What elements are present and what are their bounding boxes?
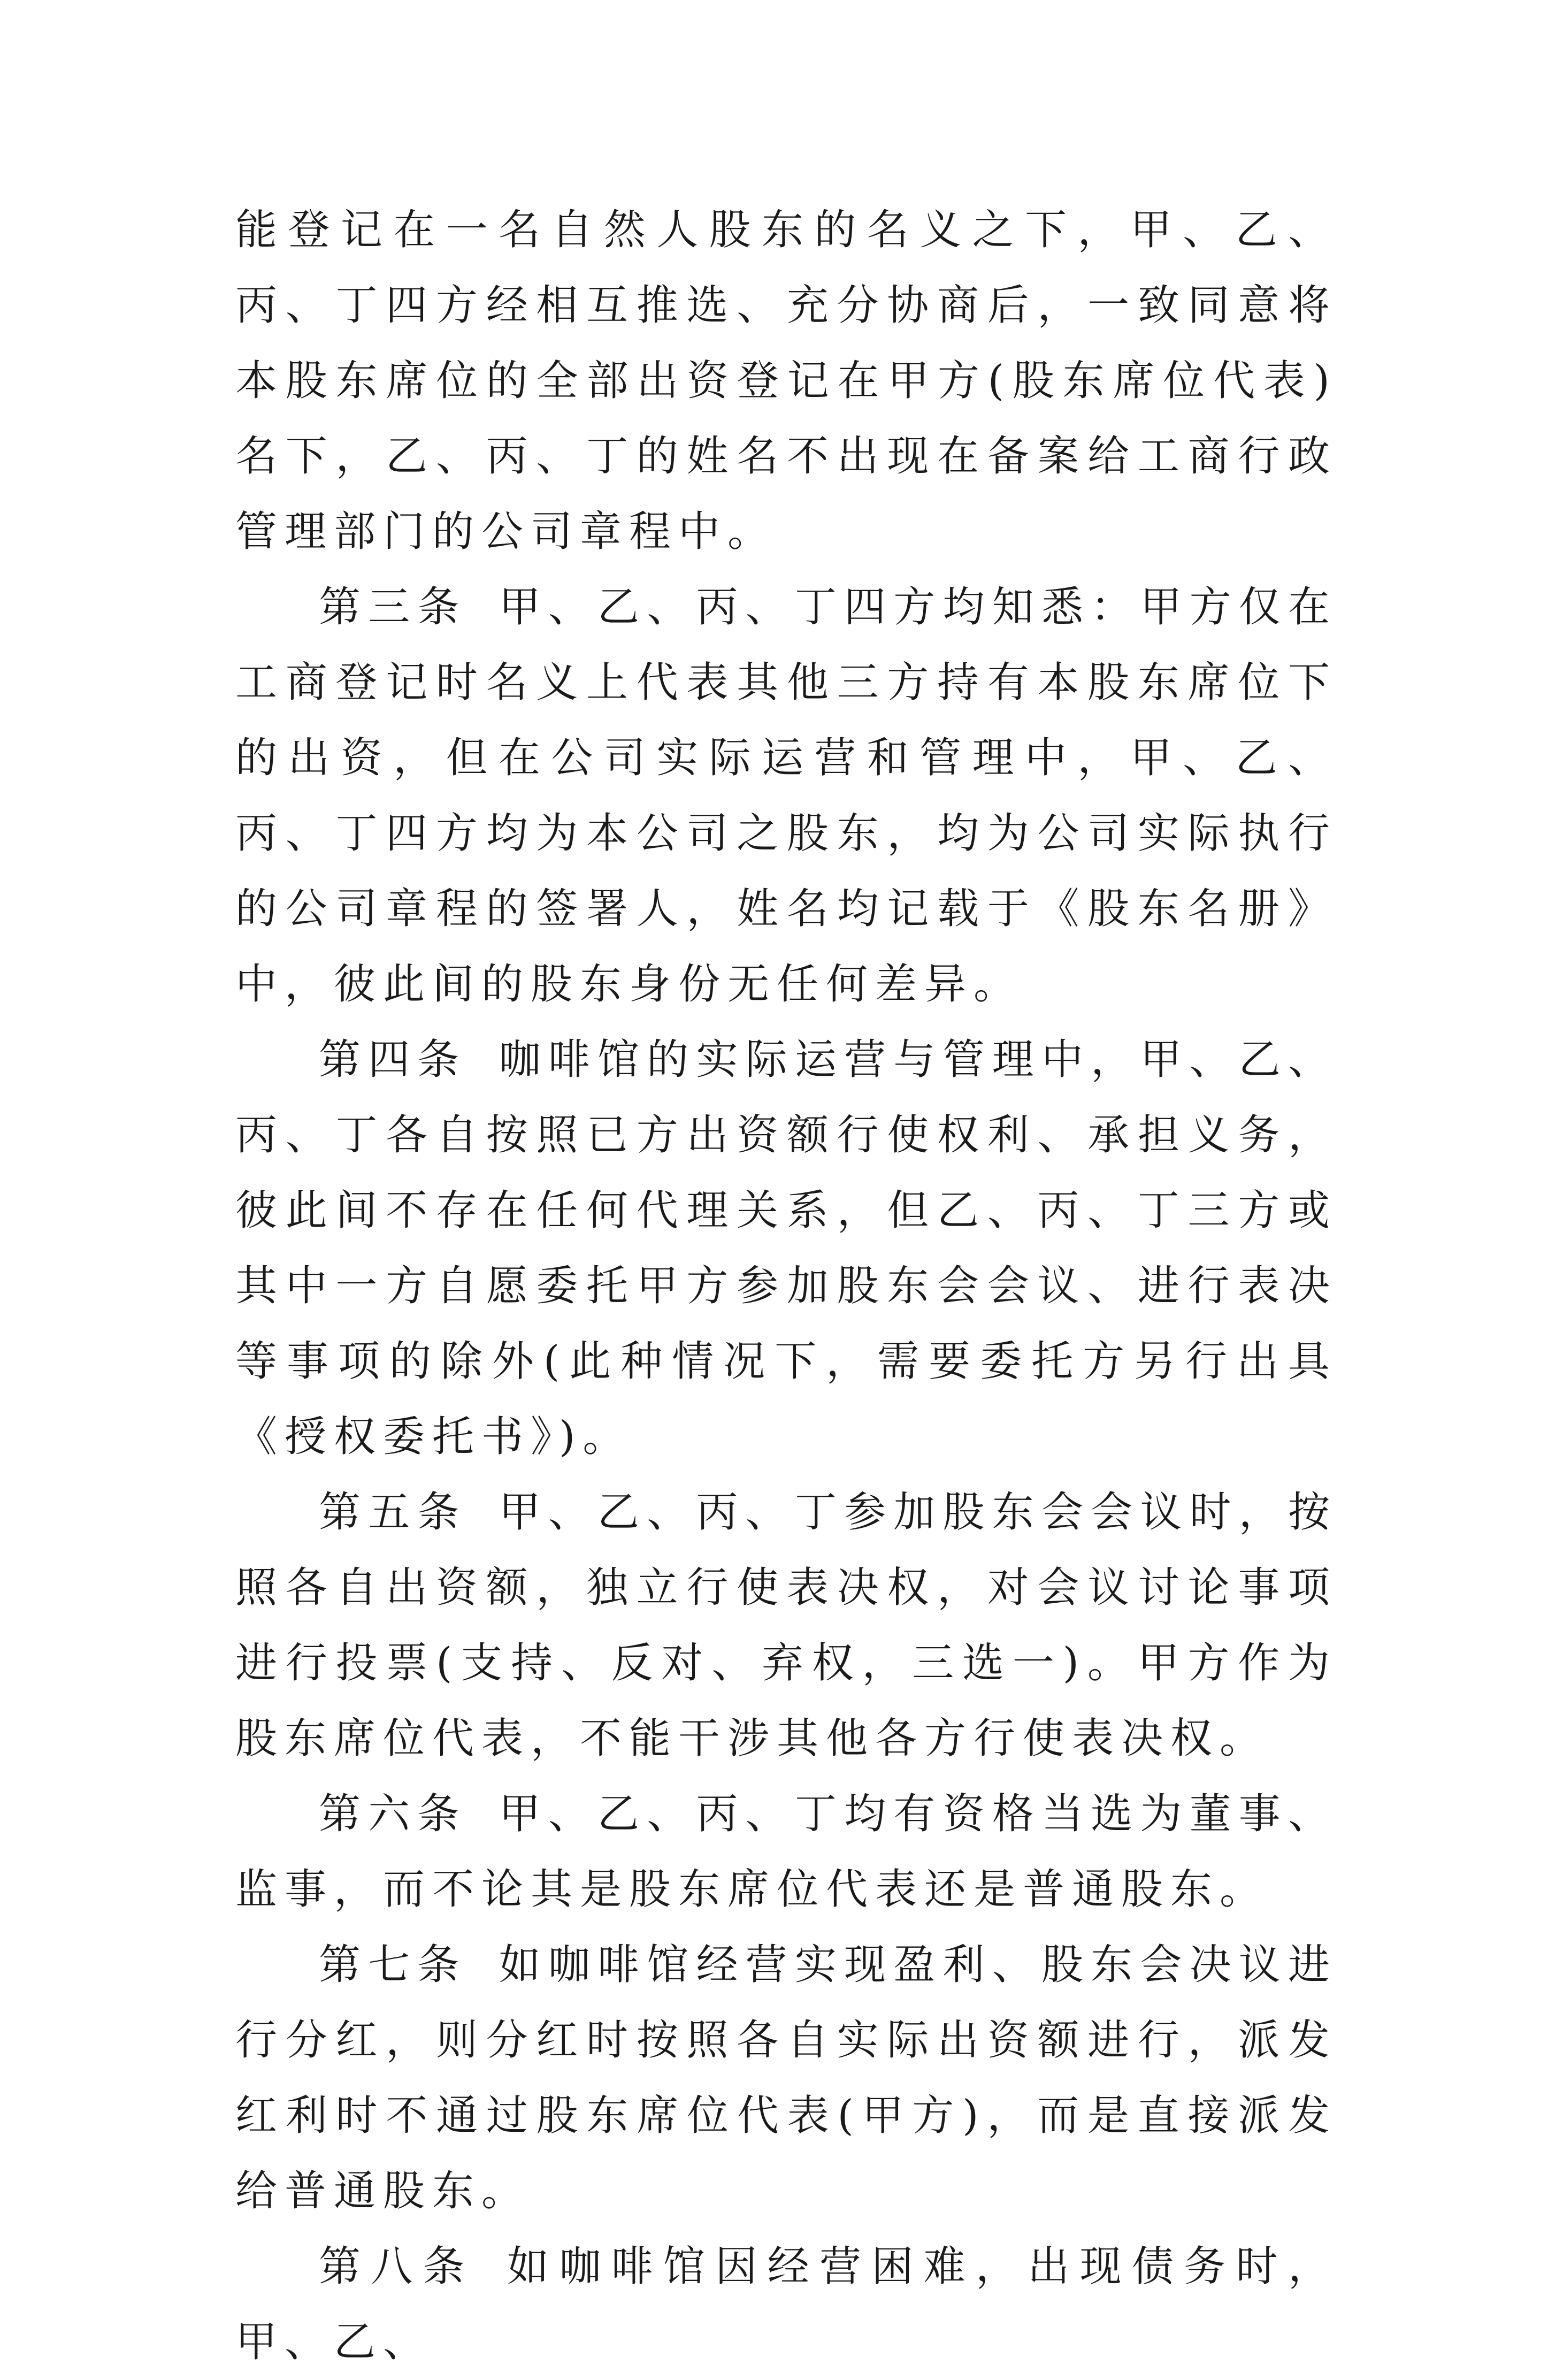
paragraph-text: 甲、乙、丙、丁均有资格当选为董事、监事，而不论其是股东席位代表还是普通股东。	[235, 1790, 1337, 1914]
paragraph-text: 如咖啡馆因经营困难，出现债务时，甲、乙、	[235, 2243, 1337, 2366]
paragraph-text: 能登记在一名自然人股东的名义之下，甲、乙、丙、丁四方经相互推选、充分协商后，一致同意将本股东席位的全部出资登记在甲方(股东席位代表)名下，乙、丙、丁的姓名不出现在备案给工商行政管理部门的公司章程中。	[235, 206, 1337, 556]
document-page	[235, 193, 1337, 2380]
paragraph-text: 咖啡馆的实际运营与管理中，甲、乙、丙、丁各自按照已方出资额行使权利、承担义务，彼此间不存在任何代理关系，但乙、丙、丁三方或其中一方自愿委托甲方参加股东会会议、进行表决等事项的除外(此种情况下，需要委托方另行出具《授权委托书》)。	[235, 1036, 1337, 1461]
article-6	[235, 1777, 1337, 1927]
article-4	[235, 1022, 1337, 1475]
paragraph-text: 如咖啡馆经营实现盈利、股东会决议进行分红，则分红时按照各自实际出资额进行，派发红利时不通过股东席位代表(甲方)，而是直接派发给普通股东。	[235, 1941, 1337, 2215]
paragraph-text: 甲、乙、丙、丁参加股东会会议时，按照各自出资额，独立行使表决权，对会议讨论事项进行投票(支持、反对、弃权，三选一)。甲方作为股东席位代表，不能干涉其他各方行使表决权。	[235, 1488, 1337, 1763]
article-5	[235, 1475, 1337, 1777]
article-8	[235, 2229, 1337, 2380]
article-number: 第五条	[319, 1488, 467, 1536]
paragraph-text: 甲、乙、丙、丁四方均知悉：甲方仅在工商登记时名义上代表其他三方持有本股东席位下的出资，但在公司实际运营和管理中，甲、乙、丙、丁四方均为本公司之股东，均为公司实际执行的公司章程的签署人，姓名均记载于《股东名册》中，彼此间的股东身份无任何差异。	[235, 583, 1337, 1008]
paragraph-continuation	[235, 193, 1337, 570]
article-number: 第三条	[319, 583, 467, 631]
article-number: 第六条	[319, 1790, 467, 1838]
article-number: 第八条	[319, 2243, 475, 2291]
article-number: 第七条	[319, 1941, 467, 1989]
article-3	[235, 570, 1337, 1022]
article-7	[235, 1927, 1337, 2229]
article-number: 第四条	[319, 1036, 467, 1084]
